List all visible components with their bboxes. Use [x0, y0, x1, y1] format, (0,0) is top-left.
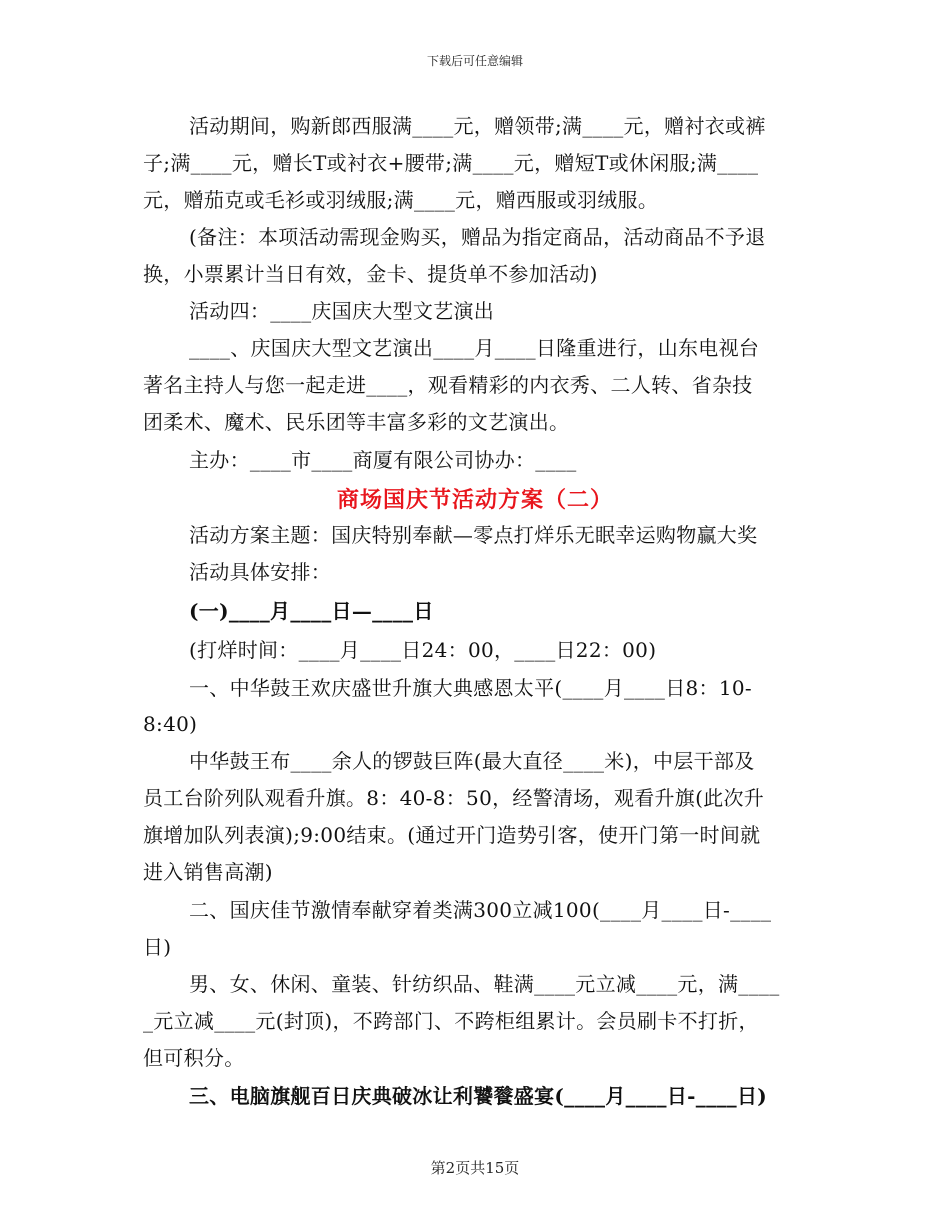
paragraph-line: 男、女、休闲、童装、针纺织品、鞋满____元立减____元，满____ — [189, 972, 780, 996]
page-header: 下载后可任意编辑 — [426, 54, 523, 68]
item-heading: 二、国庆佳节激情奉献穿着类满300立减100(____月____日-____ — [189, 898, 772, 922]
item-heading: 三、电脑旗舰百日庆典破冰让利饕餮盛宴(____月____日-____日) — [189, 1084, 768, 1108]
paragraph-line: 子;满____元，赠长T或衬衣+腰带;满____元，赠短T或休闲服;满____ — [143, 151, 759, 175]
paragraph-line: 元，赠茄克或毛衫或羽绒服;满____元，赠西服或羽绒服。 — [143, 188, 659, 212]
section-title: 商场国庆节活动方案（二） — [336, 487, 613, 513]
paragraph-line: 日) — [143, 935, 172, 959]
paragraph-line: 员工台阶列队观看升旗。8：40-8：50，经警清场，观看升旗(此次升 — [143, 786, 765, 810]
paragraph-line: 但可积分。 — [143, 1046, 245, 1070]
paragraph-line: 中华鼓王布____余人的锣鼓巨阵(最大直径____米)，中层干部及 — [189, 749, 755, 773]
paragraph-line: ____、庆国庆大型文艺演出____月____日隆重进行，山东电视台 — [189, 336, 760, 360]
paragraph-line: 团柔术、魔术、民乐团等丰富多彩的文艺演出。 — [143, 410, 570, 434]
paragraph-line: 换，小票累计当日有效，金卡、提货单不参加活动) — [143, 262, 598, 286]
paragraph-line: 旗增加队列表演);9:00结束。(通过开门造势引客，使开门第一时间就 — [143, 823, 761, 847]
paragraph-line: 活动具体安排： — [189, 560, 332, 584]
paragraph-line: 进入销售高潮) — [143, 860, 273, 884]
paragraph-line: 活动期间，购新郎西服满____元，赠领带;满____元，赠衬衣或裤 — [189, 114, 766, 138]
paragraph-line: _元立减____元(封顶)，不跨部门、不跨柜组累计。会员刷卡不打折， — [143, 1009, 759, 1033]
paragraph-line: 著名主持人与您一起走进____，观看精彩的内衣秀、二人转、省杂技 — [143, 373, 753, 397]
subheading: (一)____月____日—____日 — [189, 599, 434, 623]
paragraph-line: (备注：本项活动需现金购买，赠品为指定商品，活动商品不予退 — [189, 225, 766, 249]
paragraph-line: 主办：____市____商厦有限公司协办：____ — [189, 448, 577, 472]
paragraph-line: 活动四：____庆国庆大型文艺演出 — [189, 299, 495, 323]
item-heading: 一、中华鼓王欢庆盛世升旗大典感恩太平(____月____日8：10- — [189, 676, 752, 700]
page-footer: 第2页共15页 — [430, 1159, 520, 1177]
paragraph-line: 8:40) — [143, 712, 198, 736]
paragraph-line: 活动方案主题：国庆特别奉献—零点打烊乐无眠幸运购物赢大奖 — [189, 523, 758, 547]
paragraph-line: (打烊时间：____月____日24：00，____日22：00) — [189, 638, 657, 662]
